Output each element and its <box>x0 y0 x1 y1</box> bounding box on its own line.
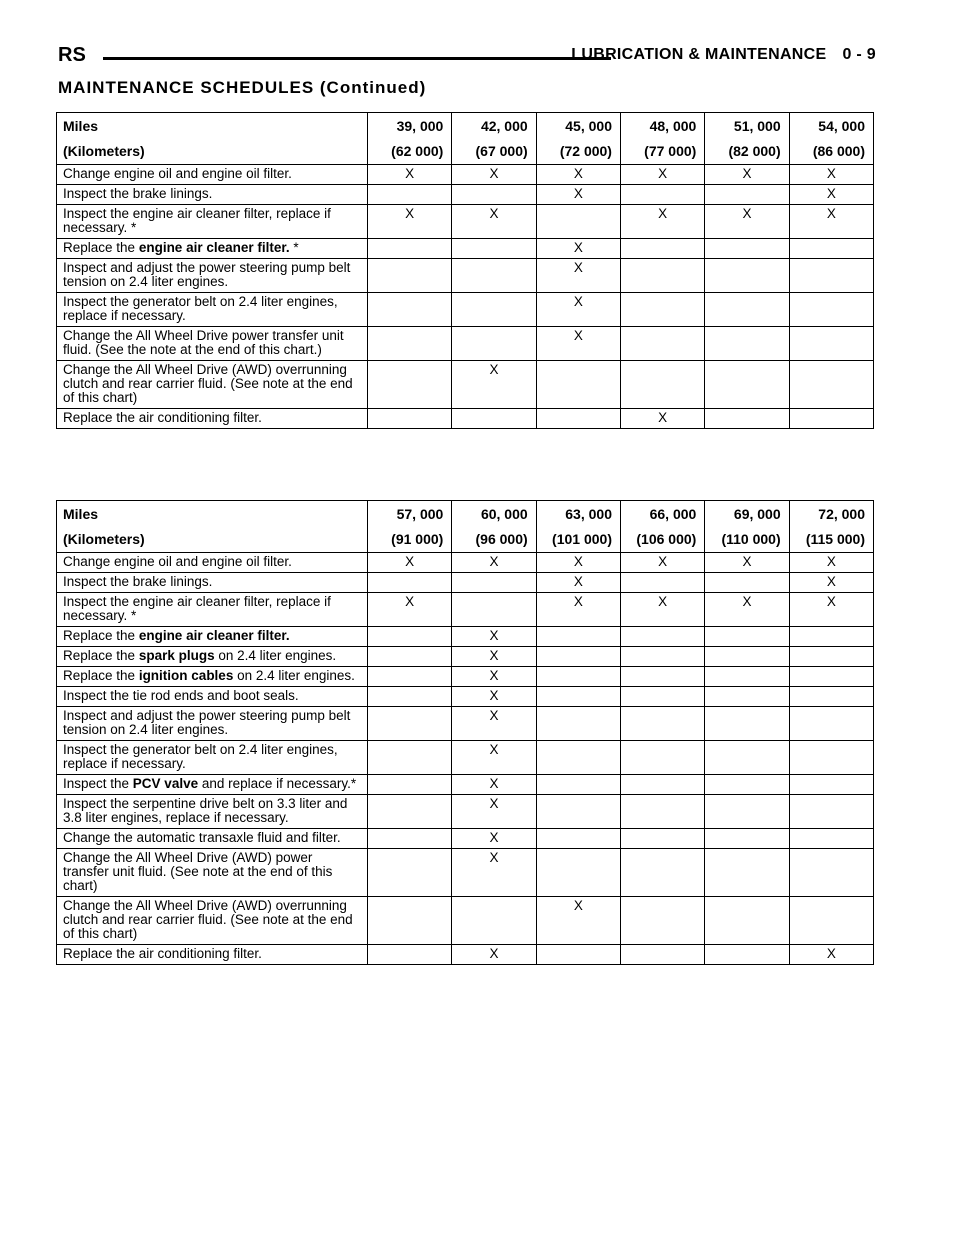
task-text: Inspect and adjust the power steering pump belt tension on 2.4 liter engines. <box>63 260 351 289</box>
task-text: Inspect the brake linings. <box>63 574 213 589</box>
task-text: Inspect the <box>63 776 133 791</box>
miles-interval-header: 72, 000 <box>789 501 873 528</box>
kilometers-label: (Kilometers) <box>57 527 368 553</box>
task-text: Replace the <box>63 628 139 643</box>
service-mark <box>368 795 452 829</box>
service-mark <box>705 945 789 965</box>
service-mark <box>620 327 704 361</box>
service-mark: X <box>536 239 620 259</box>
task-emphasis: spark plugs <box>138 648 215 663</box>
task-text: Change the automatic transaxle fluid and filter. <box>63 830 341 845</box>
service-mark <box>368 361 452 409</box>
service-mark <box>789 409 873 429</box>
table-row <box>57 795 874 829</box>
service-mark: X <box>452 361 536 409</box>
maintenance-task <box>57 627 368 647</box>
service-mark <box>368 647 452 667</box>
service-mark: X <box>536 327 620 361</box>
service-mark <box>789 829 873 849</box>
page-number: 0 - 9 <box>842 46 876 63</box>
service-mark <box>789 647 873 667</box>
maintenance-task <box>57 795 368 829</box>
service-mark <box>620 239 704 259</box>
maintenance-task <box>57 775 368 795</box>
maintenance-task <box>57 573 368 593</box>
service-mark: X <box>368 593 452 627</box>
service-mark: X <box>536 897 620 945</box>
table-row <box>57 259 874 293</box>
service-mark: X <box>789 185 873 205</box>
service-mark: X <box>452 741 536 775</box>
service-mark <box>536 945 620 965</box>
service-mark <box>536 795 620 829</box>
kilometers-interval-header: (86 000) <box>789 139 873 165</box>
task-text: Replace the <box>63 240 139 255</box>
task-text: Inspect the generator belt on 2.4 liter engines, replace if necessary. <box>63 294 338 323</box>
service-mark: X <box>452 795 536 829</box>
service-mark <box>536 829 620 849</box>
table-row <box>57 293 874 327</box>
maintenance-task <box>57 687 368 707</box>
service-mark <box>705 647 789 667</box>
service-mark <box>452 293 536 327</box>
service-mark <box>620 185 704 205</box>
service-mark <box>368 293 452 327</box>
service-mark: X <box>620 409 704 429</box>
miles-interval-header: 51, 000 <box>705 113 789 140</box>
service-mark <box>620 741 704 775</box>
task-text: Change engine oil and engine oil filter. <box>63 554 292 569</box>
task-text: Change the All Wheel Drive (AWD) overrunning clutch and rear carrier fluid. (See note at the end of this chart) <box>63 362 353 405</box>
header-row-kilometers <box>57 527 874 553</box>
service-mark <box>536 627 620 647</box>
service-mark <box>620 849 704 897</box>
service-mark <box>536 647 620 667</box>
service-mark <box>789 775 873 795</box>
service-mark <box>789 627 873 647</box>
maintenance-table-1 <box>56 112 874 429</box>
service-mark <box>368 185 452 205</box>
service-mark: X <box>368 553 452 573</box>
service-mark: X <box>452 205 536 239</box>
service-mark <box>620 795 704 829</box>
service-mark <box>368 667 452 687</box>
miles-interval-header: 48, 000 <box>620 113 704 140</box>
service-mark <box>452 259 536 293</box>
maintenance-task <box>57 239 368 259</box>
task-text: Replace the air conditioning filter. <box>63 410 262 425</box>
service-mark <box>789 361 873 409</box>
service-mark <box>536 361 620 409</box>
service-mark <box>620 293 704 327</box>
service-mark <box>536 409 620 429</box>
miles-label: Miles <box>57 501 368 528</box>
kilometers-interval-header: (82 000) <box>705 139 789 165</box>
service-mark <box>789 687 873 707</box>
service-mark: X <box>452 945 536 965</box>
service-mark <box>620 829 704 849</box>
service-mark <box>705 795 789 829</box>
service-mark <box>368 327 452 361</box>
service-mark <box>536 849 620 897</box>
service-mark <box>536 775 620 795</box>
miles-interval-header: 69, 000 <box>705 501 789 528</box>
header-row-kilometers <box>57 139 874 165</box>
service-mark: X <box>536 553 620 573</box>
maintenance-task <box>57 361 368 409</box>
miles-interval-header: 39, 000 <box>368 113 452 140</box>
service-mark <box>705 687 789 707</box>
service-mark: X <box>620 165 704 185</box>
table-row <box>57 327 874 361</box>
service-mark <box>536 687 620 707</box>
table-row <box>57 775 874 795</box>
service-mark: X <box>452 647 536 667</box>
maintenance-task <box>57 293 368 327</box>
chapter-heading <box>571 46 876 64</box>
service-mark <box>789 849 873 897</box>
service-mark <box>620 627 704 647</box>
miles-interval-header: 66, 000 <box>620 501 704 528</box>
table-row <box>57 553 874 573</box>
maintenance-task <box>57 553 368 573</box>
service-mark <box>789 327 873 361</box>
task-text: Change the All Wheel Drive (AWD) overrunning clutch and rear carrier fluid. (See note at the end of this chart) <box>63 898 353 941</box>
task-text: Change the All Wheel Drive (AWD) power transfer unit fluid. (See note at the end of this chart) <box>63 850 333 893</box>
service-mark <box>705 409 789 429</box>
service-mark: X <box>536 185 620 205</box>
maintenance-task <box>57 741 368 775</box>
maintenance-task <box>57 205 368 239</box>
task-emphasis: engine air cleaner filter. <box>138 628 290 643</box>
task-text: Inspect the serpentine drive belt on 3.3 liter and 3.8 liter engines, replace if necessary. <box>63 796 348 825</box>
page-header <box>58 44 876 74</box>
service-mark: X <box>452 627 536 647</box>
task-text: Inspect the brake linings. <box>63 186 213 201</box>
service-mark <box>368 707 452 741</box>
table-row <box>57 849 874 897</box>
service-mark <box>620 687 704 707</box>
header-row-miles <box>57 501 874 528</box>
table-row <box>57 205 874 239</box>
table-row <box>57 409 874 429</box>
service-mark: X <box>536 165 620 185</box>
service-mark <box>368 829 452 849</box>
service-mark <box>452 239 536 259</box>
task-text: * <box>289 240 299 255</box>
manual-code: RS <box>58 44 86 66</box>
service-mark <box>620 647 704 667</box>
task-text: Change the All Wheel Drive power transfer unit fluid. (See the note at the end of this chart.) <box>63 328 344 357</box>
service-mark <box>705 897 789 945</box>
service-mark <box>368 259 452 293</box>
service-mark <box>789 897 873 945</box>
table-row <box>57 647 874 667</box>
miles-label: Miles <box>57 113 368 140</box>
service-mark: X <box>452 687 536 707</box>
service-mark: X <box>789 553 873 573</box>
maintenance-task <box>57 165 368 185</box>
service-mark: X <box>789 573 873 593</box>
kilometers-interval-header: (96 000) <box>452 527 536 553</box>
service-mark <box>789 293 873 327</box>
service-mark <box>620 667 704 687</box>
maintenance-task <box>57 593 368 627</box>
service-mark <box>705 775 789 795</box>
service-mark <box>620 361 704 409</box>
miles-interval-header: 63, 000 <box>536 501 620 528</box>
kilometers-label: (Kilometers) <box>57 139 368 165</box>
maintenance-table-2 <box>56 500 874 965</box>
service-mark <box>368 945 452 965</box>
miles-interval-header: 45, 000 <box>536 113 620 140</box>
service-mark: X <box>452 775 536 795</box>
service-mark <box>368 239 452 259</box>
task-text: on 2.4 liter engines. <box>214 648 337 663</box>
task-text: Replace the <box>63 668 139 683</box>
service-mark <box>452 185 536 205</box>
service-mark <box>705 185 789 205</box>
maintenance-task <box>57 849 368 897</box>
table-row <box>57 667 874 687</box>
task-text: Inspect the tie rod ends and boot seals. <box>63 688 299 703</box>
service-mark: X <box>705 205 789 239</box>
service-mark <box>789 259 873 293</box>
service-mark <box>368 741 452 775</box>
service-mark <box>705 627 789 647</box>
service-mark: X <box>789 945 873 965</box>
service-mark: X <box>789 165 873 185</box>
service-mark <box>452 897 536 945</box>
service-mark: X <box>705 553 789 573</box>
kilometers-interval-header: (77 000) <box>620 139 704 165</box>
service-mark <box>452 573 536 593</box>
table-row <box>57 707 874 741</box>
table-row <box>57 165 874 185</box>
service-mark <box>368 409 452 429</box>
service-mark: X <box>536 259 620 293</box>
kilometers-interval-header: (115 000) <box>789 527 873 553</box>
service-mark <box>789 741 873 775</box>
service-mark <box>620 897 704 945</box>
kilometers-interval-header: (106 000) <box>620 527 704 553</box>
service-mark: X <box>452 849 536 897</box>
service-mark: X <box>620 553 704 573</box>
service-mark: X <box>452 165 536 185</box>
service-mark <box>620 707 704 741</box>
task-emphasis: PCV valve <box>132 776 199 791</box>
service-mark: X <box>368 205 452 239</box>
service-mark <box>452 409 536 429</box>
service-mark: X <box>536 573 620 593</box>
service-mark <box>620 573 704 593</box>
table-row <box>57 945 874 965</box>
service-mark <box>620 945 704 965</box>
maintenance-task <box>57 259 368 293</box>
task-text: and replace if necessary.* <box>198 776 357 791</box>
service-mark <box>705 829 789 849</box>
maintenance-task <box>57 897 368 945</box>
maintenance-task <box>57 185 368 205</box>
maintenance-task <box>57 327 368 361</box>
service-mark <box>536 741 620 775</box>
kilometers-interval-header: (67 000) <box>452 139 536 165</box>
service-mark <box>368 687 452 707</box>
task-text: Inspect the generator belt on 2.4 liter engines, replace if necessary. <box>63 742 338 771</box>
service-mark: X <box>620 205 704 239</box>
table-row <box>57 687 874 707</box>
maintenance-task <box>57 647 368 667</box>
service-mark <box>705 707 789 741</box>
service-mark: X <box>452 829 536 849</box>
kilometers-interval-header: (101 000) <box>536 527 620 553</box>
table-row <box>57 573 874 593</box>
service-mark: X <box>452 667 536 687</box>
task-text: Change engine oil and engine oil filter. <box>63 166 292 181</box>
task-text: Replace the <box>63 648 139 663</box>
service-mark: X <box>368 165 452 185</box>
task-text: Inspect the engine air cleaner filter, replace if necessary. * <box>63 206 331 235</box>
kilometers-interval-header: (62 000) <box>368 139 452 165</box>
miles-interval-header: 57, 000 <box>368 501 452 528</box>
service-mark <box>536 205 620 239</box>
table-row <box>57 239 874 259</box>
table-row <box>57 361 874 409</box>
service-mark <box>705 239 789 259</box>
miles-interval-header: 60, 000 <box>452 501 536 528</box>
miles-interval-header: 54, 000 <box>789 113 873 140</box>
service-mark <box>368 897 452 945</box>
task-emphasis: ignition cables <box>138 668 234 683</box>
task-emphasis: engine air cleaner filter. <box>138 240 290 255</box>
service-mark <box>536 667 620 687</box>
maintenance-task <box>57 707 368 741</box>
service-mark: X <box>789 205 873 239</box>
task-text: Inspect and adjust the power steering pump belt tension on 2.4 liter engines. <box>63 708 351 737</box>
maintenance-task <box>57 829 368 849</box>
table-row <box>57 897 874 945</box>
header-row-miles <box>57 113 874 140</box>
service-mark: X <box>789 593 873 627</box>
service-mark: X <box>705 593 789 627</box>
service-mark <box>705 741 789 775</box>
table-row <box>57 741 874 775</box>
section-title: MAINTENANCE SCHEDULES (Continued) <box>58 78 427 97</box>
service-mark <box>705 361 789 409</box>
service-mark <box>705 849 789 897</box>
kilometers-interval-header: (110 000) <box>705 527 789 553</box>
service-mark: X <box>536 593 620 627</box>
table-row <box>57 593 874 627</box>
service-mark <box>452 593 536 627</box>
header-rule <box>103 57 611 60</box>
service-mark: X <box>536 293 620 327</box>
service-mark: X <box>620 593 704 627</box>
service-mark <box>705 573 789 593</box>
service-mark <box>705 667 789 687</box>
service-mark <box>705 293 789 327</box>
service-mark <box>368 627 452 647</box>
service-mark: X <box>452 553 536 573</box>
service-mark: X <box>452 707 536 741</box>
service-mark: X <box>705 165 789 185</box>
maintenance-task <box>57 945 368 965</box>
table-row <box>57 627 874 647</box>
task-text: on 2.4 liter engines. <box>233 668 355 683</box>
service-mark <box>705 259 789 293</box>
service-mark <box>368 849 452 897</box>
service-mark <box>620 775 704 795</box>
table-row <box>57 829 874 849</box>
service-mark <box>705 327 789 361</box>
task-text: Inspect the engine air cleaner filter, replace if necessary. * <box>63 594 331 623</box>
service-mark <box>620 259 704 293</box>
service-mark <box>789 795 873 829</box>
chapter-title: LUBRICATION & MAINTENANCE <box>571 46 827 63</box>
maintenance-task <box>57 409 368 429</box>
service-mark <box>789 239 873 259</box>
service-mark <box>452 327 536 361</box>
miles-interval-header: 42, 000 <box>452 113 536 140</box>
task-text: Replace the air conditioning filter. <box>63 946 262 961</box>
service-mark <box>368 775 452 795</box>
service-mark <box>368 573 452 593</box>
kilometers-interval-header: (91 000) <box>368 527 452 553</box>
kilometers-interval-header: (72 000) <box>536 139 620 165</box>
service-mark <box>536 707 620 741</box>
table-row <box>57 185 874 205</box>
service-mark <box>789 667 873 687</box>
maintenance-task <box>57 667 368 687</box>
service-mark <box>789 707 873 741</box>
